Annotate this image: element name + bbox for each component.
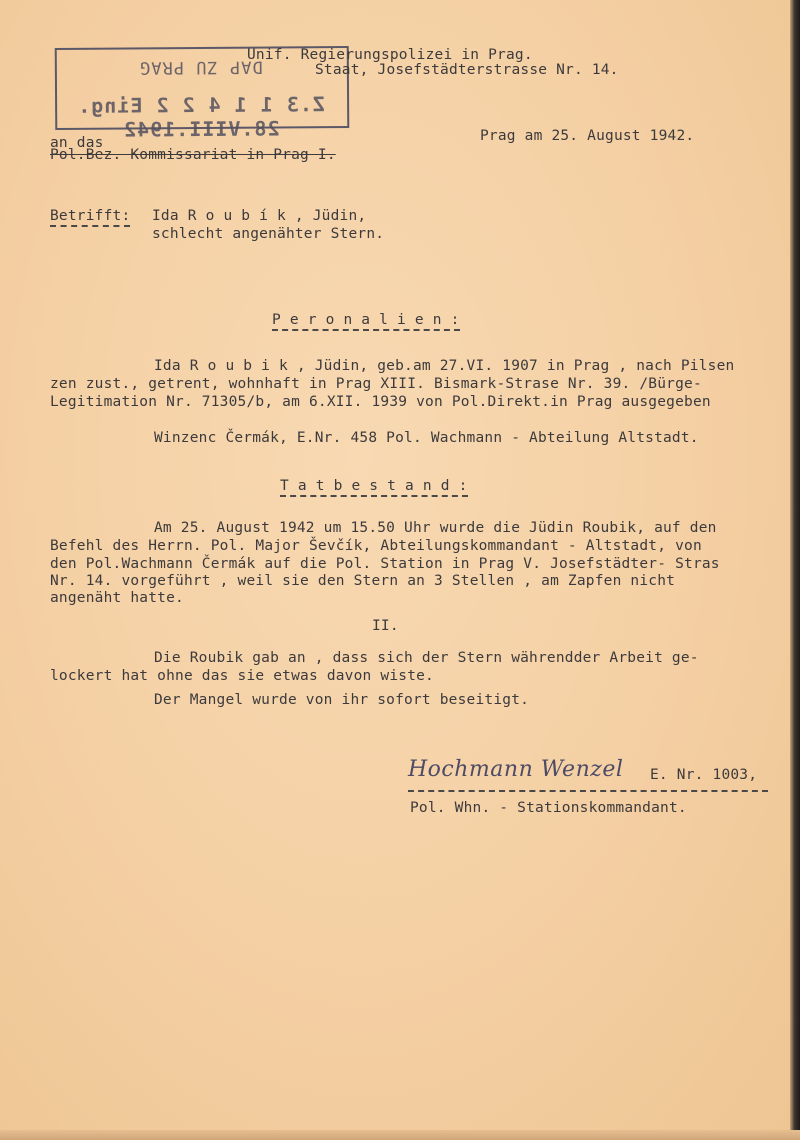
tatbestand-line-1: Am 25. August 1942 um 15.50 Uhr wurde die Jüdin Roubik, auf den [154,520,717,536]
tatbestand-line-4: Nr. 14. vorgeführt , weil sie den Stern an 3 Stellen , am Zapfen nicht [50,573,676,589]
header-line-2: Staat, Josefstädterstrasse Nr. 14. [315,62,619,78]
page-edge-shadow [790,0,800,1140]
stamp-line-1: DAP ZU PRAG [138,56,263,78]
handwritten-signature: Hochmann Wenzel [408,757,624,782]
header-line-1: Unif. Regierungspolizei in Prag. [247,47,533,63]
section2-line-2: lockert hat ohne das sie etwas davon wiste. [50,668,434,684]
officer-line: Winzenc Čermák, E.Nr. 458 Pol. Wachmann - Abteilung Altstadt. [154,430,699,446]
subject-line-1: Ida R o u b í k , Jüdin, [152,208,367,224]
tatbestand-line-2: Befehl des Herrn. Pol. Major Ševčík, Abteilungskommandant - Altstadt, von [50,538,702,554]
section2-line-1: Die Roubik gab an , dass sich der Stern währendder Arbeit ge- [154,650,699,666]
tatbestand-line-5: angenäht hatte. [50,590,184,606]
personalien-line-1: Ida R o u b i k , Jüdin, geb.am 27.VI. 1907 in Prag , nach Pilsen [154,358,735,374]
signature-rule [408,790,768,792]
stamp-line-2: Z.3 1 1 4 2 2 Eing. 28.VIII.1942 [77,92,326,142]
addressee-line-2: Pol.Bez. Kommissariat in Prag I. [50,147,336,163]
subject-line-2: schlecht angenähter Stern. [152,226,385,242]
personalien-heading: P e r o n a l i e n : [272,312,460,331]
personalien-line-2: zen zust., getrent, wohnhaft in Prag XIII. Bismark-Strase Nr. 39. /Bürge- [50,376,702,392]
document-date: Prag am 25. August 1942. [480,128,695,144]
subject-label: Betrifft: [50,208,130,227]
tatbestand-line-3: den Pol.Wachmann Čermák auf die Pol. Station in Prag V. Josefstädter- Stras [50,556,720,572]
page-bottom-edge [0,1130,800,1140]
tatbestand-heading: T a t b e s t a n d : [280,478,468,497]
addressee-line-1: an das [50,135,104,151]
section-numeral: II. [372,618,399,634]
section2-line-3: Der Mangel wurde von ihr sofort beseitigt. [154,692,530,708]
personalien-line-3: Legitimation Nr. 71305/b, am 6.XII. 1939 von Pol.Direkt.in Prag ausgegeben [50,394,711,410]
signature-enr: E. Nr. 1003, [650,767,758,783]
signature-title: Pol. Whn. - Stationskommandant. [410,800,687,816]
